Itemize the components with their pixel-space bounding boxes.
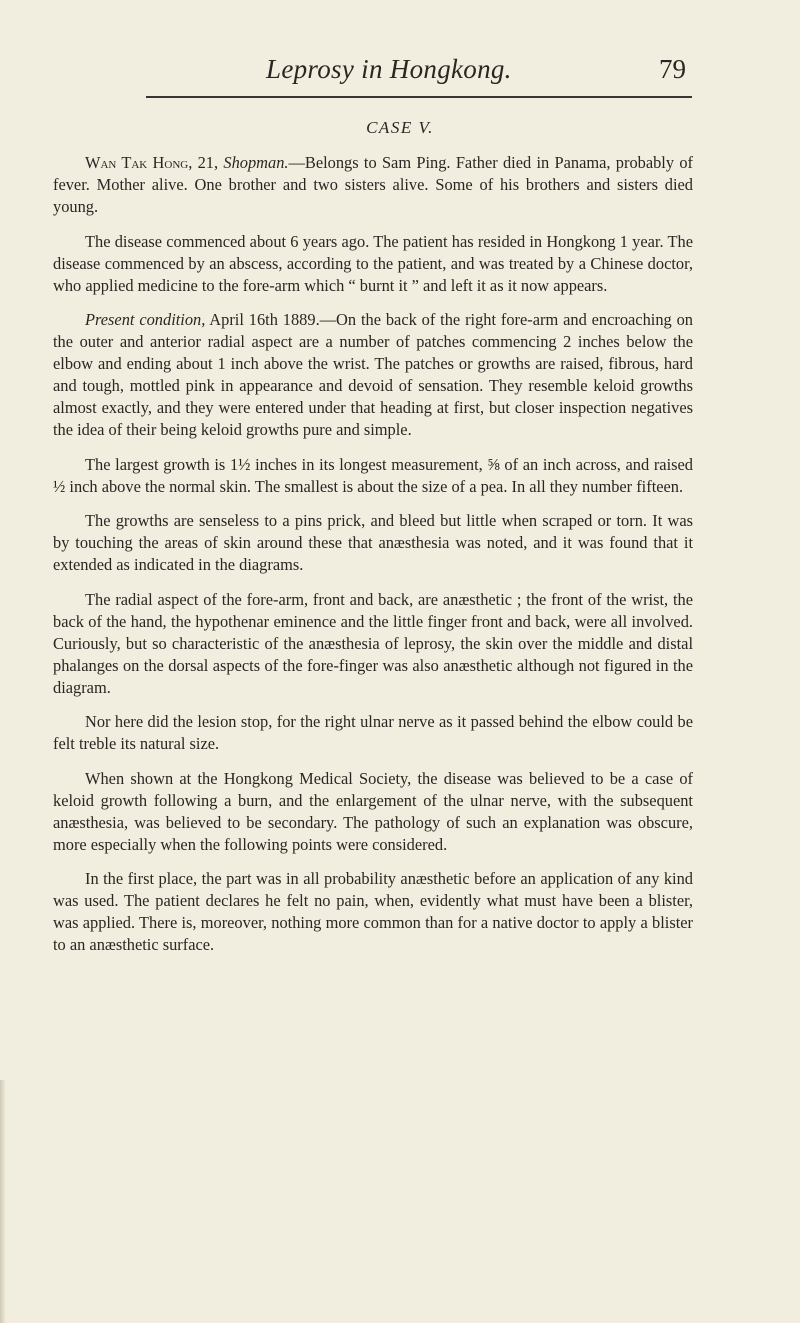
- paragraph-7: Nor here did the lesion stop, for the right ulnar nerve as it passed behind the elbow could be felt treble its natural size.: [53, 712, 693, 753]
- case-heading: CASE V.: [366, 118, 434, 137]
- paragraph-3-text: April 16th 1889.—On the back of the right fore-arm and encroaching on the outer and anterior radial aspect are a number of patches commencing 2 inches below the elbow and ending about 1 inch above the wrist. The patches or growths are raised, fibrous, hard and tough, mottled pink in appearance and devoid of sensation. They resemble keloid growths almost exactly, and they were entered under that heading at first, but closer inspection negatives the idea of their being keloid growths pure and simple.: [53, 310, 693, 439]
- paragraph-3: [53, 309, 693, 441]
- patient-age: , 21,: [188, 153, 224, 172]
- paragraph-5: The growths are senseless to a pins prick, and bleed but little when scraped or torn. It was by touching the areas of skin around these that anæsthesia was noted, and it was found that it extended as indicated in the diagrams.: [53, 511, 693, 574]
- patient-name: Wan Tak Hong: [85, 153, 189, 172]
- paragraph-1-text: —Belongs to Sam Ping. Father died in Panama, probably of fever. Mother alive. One brother and two sisters alive. Some of his brothers and sisters died young.: [53, 153, 694, 216]
- paragraph-1: [53, 152, 693, 218]
- paragraph-9: In the first place, the part was in all probability anæsthetic before an application of any kind was used. The patient declares he felt no pain, when, evidently what must have been a blister, was applied. There is, moreover, nothing more common than for a native doctor to apply a blister to an anæsthetic surface.: [53, 869, 693, 954]
- body-text: [53, 152, 693, 969]
- paragraph-8: When shown at the Hongkong Medical Society, the disease was believed to be a case of keloid growth following a burn, and the enlargement of the ulnar nerve, with the subsequent anæsthesia, was believed to be secondary. The pathology of such an explanation was obscure, more especially when the following points were considered.: [53, 768, 693, 854]
- header-rule: [146, 96, 692, 98]
- paragraph-6: The radial aspect of the fore-arm, front and back, are anæsthetic ; the front of the wrist, the back of the hand, the hypothenar eminence and the little finger front and back, were all involved. Curiously, but so characteristic of the anæsthesia of leprosy, the skin over the middle and distal phalanges on the dorsal aspects of the fore-finger was also anæsthetic although not figured in the diagram.: [53, 589, 693, 697]
- page-edge-shadow: [0, 1080, 6, 1323]
- paragraph-4: The largest growth is 1½ inches in its longest measurement, ⅝ of an inch across, and raised ½ inch above the normal skin. The smallest is about the size of a pea. In all they number fifteen.: [53, 454, 693, 496]
- running-header: [146, 54, 686, 94]
- patient-occupation: Shopman.: [223, 153, 289, 172]
- present-condition-lead: Present condition,: [85, 310, 206, 329]
- paragraph-2: The disease commenced about 6 years ago. The patient has resided in Hongkong 1 year. The disease commenced by an abscess, according to the patient, and was treated by a Chinese doctor, who applied medicine to the fore-arm which “ burnt it ” and left it as it now appears.: [53, 231, 693, 295]
- running-title: Leprosy in Hongkong.: [266, 54, 512, 84]
- page-number: 79: [659, 54, 686, 84]
